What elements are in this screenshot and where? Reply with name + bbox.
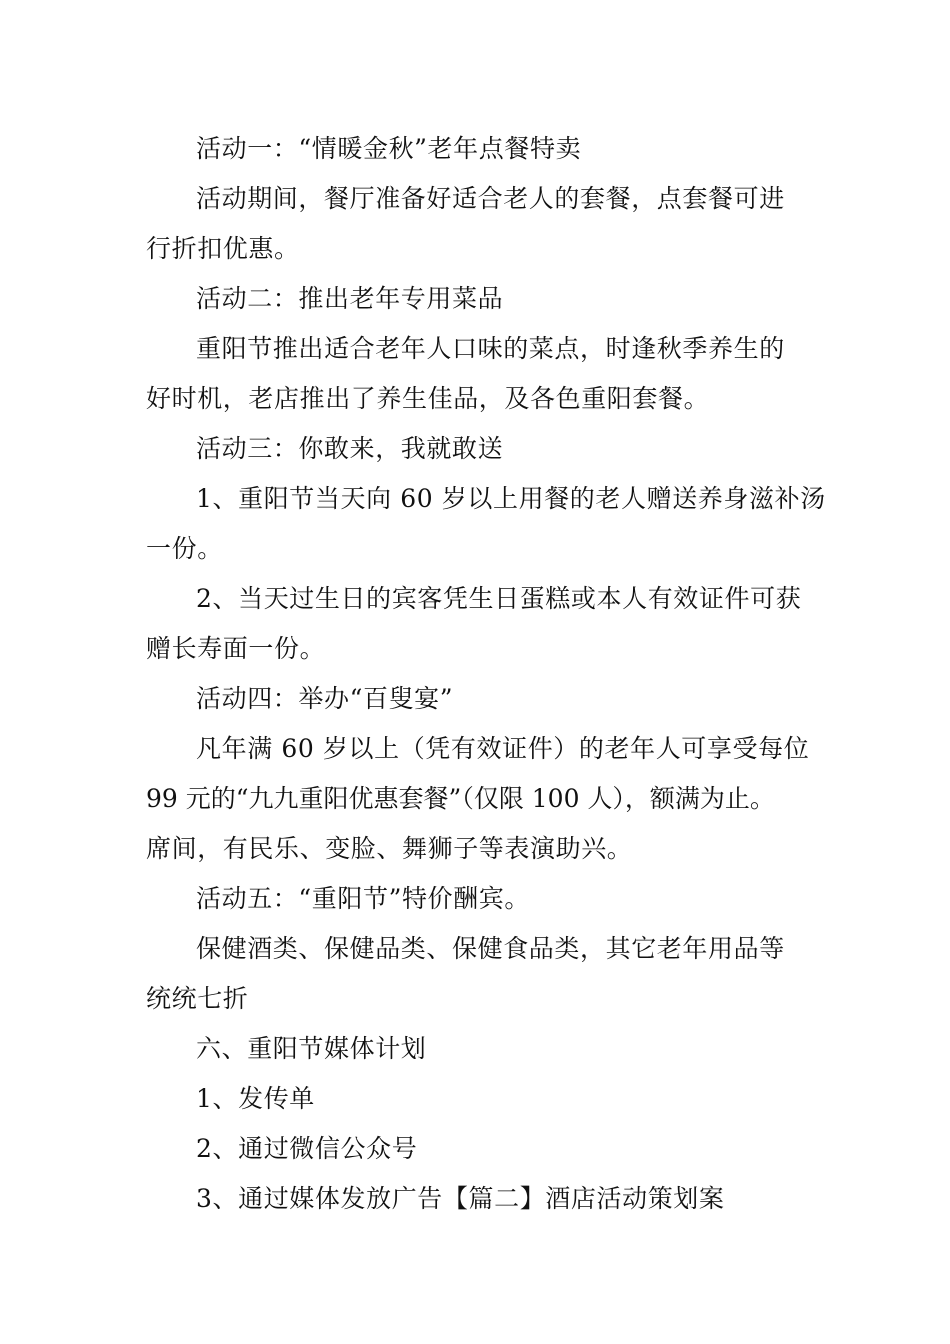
text-line: 活动三：你敢来，我就敢送 <box>196 434 504 463</box>
text-line: 六、重阳节媒体计划 <box>196 1034 427 1063</box>
text-line: 活动四：举办“百叟宴” <box>196 684 454 713</box>
text-line: 活动一：“情暖金秋”老年点餐特卖 <box>196 134 582 163</box>
text-line: 统统七折 <box>146 984 249 1013</box>
text-line: 凡年满 60 岁以上（凭有效证件）的老年人可享受每位 <box>196 734 810 763</box>
text-line: 99 元的“九九重阳优惠套餐”（仅限 100 人），额满为止。 <box>146 784 775 813</box>
text-line: 活动二：推出老年专用菜品 <box>196 284 504 313</box>
text-line: 席间，有民乐、变脸、舞狮子等表演助兴。 <box>146 834 633 863</box>
text-line: 好时机，老店推出了养生佳品，及各色重阳套餐。 <box>146 384 710 413</box>
text-line: 赠长寿面一份。 <box>146 634 326 663</box>
text-line: 重阳节推出适合老年人口味的菜点，时逢秋季养生的 <box>196 334 785 363</box>
text-line: 3、通过媒体发放广告【篇二】酒店活动策划案 <box>196 1184 725 1213</box>
text-line: 2、当天过生日的宾客凭生日蛋糕或本人有效证件可获 <box>196 584 802 613</box>
text-line: 行折扣优惠。 <box>146 234 300 263</box>
text-line: 一份。 <box>146 534 223 563</box>
text-line: 2、通过微信公众号 <box>196 1134 418 1163</box>
text-line: 活动期间，餐厅准备好适合老人的套餐，点套餐可进 <box>196 184 785 213</box>
text-line: 1、发传单 <box>196 1084 315 1113</box>
text-line: 保健酒类、保健品类、保健食品类，其它老年用品等 <box>196 934 785 963</box>
text-line: 活动五：“重阳节”特价酬宾。 <box>196 884 530 913</box>
text-line: 1、重阳节当天向 60 岁以上用餐的老人赠送养身滋补汤 <box>196 484 826 513</box>
